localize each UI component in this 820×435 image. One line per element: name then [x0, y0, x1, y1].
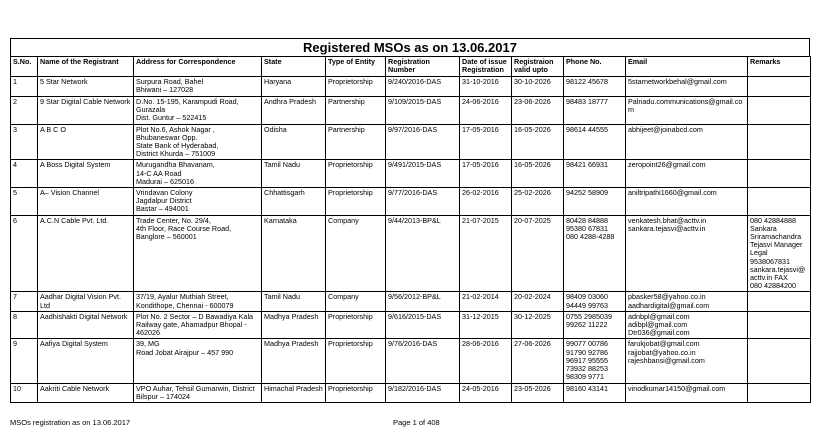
table-cell: Plot No. 2 Sector – D Bawadiya Kala Railway gate, Ahamadpur Bhopal - 462026: [134, 311, 262, 339]
table-row: [11, 215, 811, 292]
table-cell: VPO Auhar, Tehsil Gumarwin, District Bilspur – 174024: [134, 383, 262, 402]
table-cell: 30-12-2025: [512, 311, 564, 339]
column-header: Phone No.: [564, 57, 626, 77]
table-cell: [748, 339, 811, 383]
table-cell: [748, 188, 811, 216]
table-cell: 25-02-2026: [512, 188, 564, 216]
table-cell: 5starnetworkbehal@gmail.com: [626, 77, 748, 97]
table-cell: farukjobat@gmail.com rajjobat@yahoo.co.in rajeshbansi@gmail.com: [626, 339, 748, 383]
table-cell: Murugandha Bhavanam, 14-C AA Road Madurai – 625016: [134, 160, 262, 188]
table-cell: 21-02-2014: [460, 292, 512, 311]
table-row: [11, 77, 811, 97]
table-cell: 94252 58909: [564, 188, 626, 216]
table-cell: A– Vision Channel: [38, 188, 134, 216]
table-cell: 31-10-2016: [460, 77, 512, 97]
table-cell: Surpura Road, Bahel Bhiwani – 127028: [134, 77, 262, 97]
table-cell: 6: [11, 215, 38, 292]
table-cell: 7: [11, 292, 38, 311]
table-cell: 98483 18777: [564, 97, 626, 125]
table-cell: 17-05-2016: [460, 124, 512, 160]
table-cell: zeropoint26@gmail.com: [626, 160, 748, 188]
table-cell: Aafiya Digital System: [38, 339, 134, 383]
table-cell: Company: [326, 215, 386, 292]
table-row: [11, 97, 811, 125]
table-cell: 9/56/2012-BP&L: [386, 292, 460, 311]
column-header: S.No.: [11, 57, 38, 77]
table-cell: 9/109/2015-DAS: [386, 97, 460, 125]
table-cell: 9/97/2016-DAS: [386, 124, 460, 160]
column-header: State: [262, 57, 326, 77]
table-cell: 5: [11, 188, 38, 216]
column-header: Type of Entity: [326, 57, 386, 77]
table-cell: 27-06-2026: [512, 339, 564, 383]
table-cell: 23-06-2026: [512, 97, 564, 125]
table-cell: 9/77/2016-DAS: [386, 188, 460, 216]
table-cell: [748, 383, 811, 402]
table-cell: 9 Star Digital Cable Network: [38, 97, 134, 125]
table-cell: [748, 311, 811, 339]
table-cell: 98421 66931: [564, 160, 626, 188]
table-cell: Palnadu.communications@gmail.com: [626, 97, 748, 125]
table-cell: Tamil Nadu: [262, 160, 326, 188]
table-cell: Chhattisgarh: [262, 188, 326, 216]
table-cell: Vrindavan Colony Jagdalpur District Bastar – 494001: [134, 188, 262, 216]
table-row: [11, 339, 811, 383]
column-header: Date of issue Registration: [460, 57, 512, 77]
table-cell: 9/76/2016-DAS: [386, 339, 460, 383]
table-cell: 98614 44555: [564, 124, 626, 160]
table-cell: Himachal Pradesh: [262, 383, 326, 402]
table-cell: aniltripathi1660@gmail.com: [626, 188, 748, 216]
table-cell: vinodkumar14150@gmail.com: [626, 383, 748, 402]
table-cell: 20-02-2024: [512, 292, 564, 311]
page-number: Page 1 of 408: [393, 418, 440, 427]
table-cell: Haryana: [262, 77, 326, 97]
table-cell: 080 42884888 Sankara Sriramachandra Tejasvi Manager Legal 9538067831 sankara.tejasvi@acttv.in FAX 080 42884200: [748, 215, 811, 292]
table-cell: Madhya Pradesh: [262, 311, 326, 339]
table-cell: A.C.N Cable Pvt. Ltd.: [38, 215, 134, 292]
table-cell: 9/240/2016-DAS: [386, 77, 460, 97]
document-sheet: [10, 38, 810, 403]
table-cell: 37/19, Ayalur Muthiah Street, Kondithope, Chennai - 600079: [134, 292, 262, 311]
table-cell: pbasker58@yahoo.co.in aadhardigital@gmail.com: [626, 292, 748, 311]
table-cell: venkatesh.bhat@acttv.in sankara.tejasvi@acttv.in: [626, 215, 748, 292]
table-cell: 80428 84888 95380 67831 080 4288-4288: [564, 215, 626, 292]
table-row: [11, 383, 811, 402]
table-cell: 5 Star Network: [38, 77, 134, 97]
table-row: [11, 124, 811, 160]
table-cell: 98160 43141: [564, 383, 626, 402]
table-cell: 21-07-2015: [460, 215, 512, 292]
table-cell: Proprietorship: [326, 339, 386, 383]
table-cell: adnbpl@gmail.com adibpl@gmail.com Dtr036@gmail.com: [626, 311, 748, 339]
table-cell: Proprietorship: [326, 188, 386, 216]
table-cell: 1: [11, 77, 38, 97]
table-cell: 16-05-2026: [512, 160, 564, 188]
header-row: [11, 57, 811, 77]
table-cell: Company: [326, 292, 386, 311]
column-header: Name of the Registrant: [38, 57, 134, 77]
table-cell: [748, 292, 811, 311]
table-cell: 9/616/2015-DAS: [386, 311, 460, 339]
table-cell: Plot No.6, Ashok Nagar , Bhubaneswar Opp. State Bank of Hyderabad, District Khurda – 751009: [134, 124, 262, 160]
table-cell: Proprietorship: [326, 311, 386, 339]
table-cell: [748, 160, 811, 188]
table-cell: [748, 97, 811, 125]
table-cell: 24-05-2016: [460, 383, 512, 402]
table-cell: [748, 77, 811, 97]
page-title: Registered MSOs as on 13.06.2017: [10, 38, 810, 56]
table-cell: 9/182/2016-DAS: [386, 383, 460, 402]
table-cell: Aadhar Digital Vision Pvt. Ltd: [38, 292, 134, 311]
table-row: [11, 160, 811, 188]
table-cell: 99077 00786 91790 92786 96917 95555 73932 88253 98309 9771: [564, 339, 626, 383]
table-cell: Tamil Nadu: [262, 292, 326, 311]
table-cell: Proprietorship: [326, 77, 386, 97]
table-row: [11, 188, 811, 216]
table-cell: 24-06-2016: [460, 97, 512, 125]
table-row: [11, 292, 811, 311]
table-cell: 98122 45678: [564, 77, 626, 97]
column-header: Registration Number: [386, 57, 460, 77]
table-cell: Partnership: [326, 97, 386, 125]
table-cell: 23-05-2026: [512, 383, 564, 402]
table-cell: Karnataka: [262, 215, 326, 292]
table-cell: Odisha: [262, 124, 326, 160]
table-cell: 98409 03060 94449 99763: [564, 292, 626, 311]
table-cell: Partnership: [326, 124, 386, 160]
table-row: [11, 311, 811, 339]
table-cell: 9/44/2013-BP&L: [386, 215, 460, 292]
column-header: Registraion valid upto: [512, 57, 564, 77]
table-cell: 28-06-2016: [460, 339, 512, 383]
table-cell: 16-05-2026: [512, 124, 564, 160]
column-header: Address for Correspondence: [134, 57, 262, 77]
table-cell: D.No. 15-195, Karampudi Road, Gurazala Dist. Guntur – 522415: [134, 97, 262, 125]
table-cell: 4: [11, 160, 38, 188]
table-cell: Trade Center, No. 29/4, 4th Floor, Race Course Road, Banglore – 560001: [134, 215, 262, 292]
table-cell: 31-12-2015: [460, 311, 512, 339]
table-cell: 30-10-2026: [512, 77, 564, 97]
table-cell: Aadhishakti Digital Network: [38, 311, 134, 339]
table-cell: 9/491/2015-DAS: [386, 160, 460, 188]
table-cell: Proprietorship: [326, 383, 386, 402]
table-cell: 17-05-2016: [460, 160, 512, 188]
table-cell: A Boss Digital System: [38, 160, 134, 188]
table-cell: 8: [11, 311, 38, 339]
column-header: Email: [626, 57, 748, 77]
table-cell: 20-07-2025: [512, 215, 564, 292]
table-cell: Andhra Pradesh: [262, 97, 326, 125]
table-cell: 2: [11, 97, 38, 125]
table-cell: 26-02-2016: [460, 188, 512, 216]
table-cell: 9: [11, 339, 38, 383]
table-cell: 39, MG Road Jobat Airajpur – 457 990: [134, 339, 262, 383]
table-cell: 10: [11, 383, 38, 402]
table-cell: Madhya Pradesh: [262, 339, 326, 383]
registrants-table: [10, 56, 811, 403]
table-cell: 0755 2985039 99262 11222: [564, 311, 626, 339]
table-cell: A B C O: [38, 124, 134, 160]
column-header: Remarks: [748, 57, 811, 77]
table-cell: Proprietorship: [326, 160, 386, 188]
table-cell: 3: [11, 124, 38, 160]
table-cell: Aakriti Cable Network: [38, 383, 134, 402]
table-cell: abhijeet@joinabcd.com: [626, 124, 748, 160]
table-cell: [748, 124, 811, 160]
footer-caption: MSOs registration as on 13.06.2017: [10, 418, 131, 427]
